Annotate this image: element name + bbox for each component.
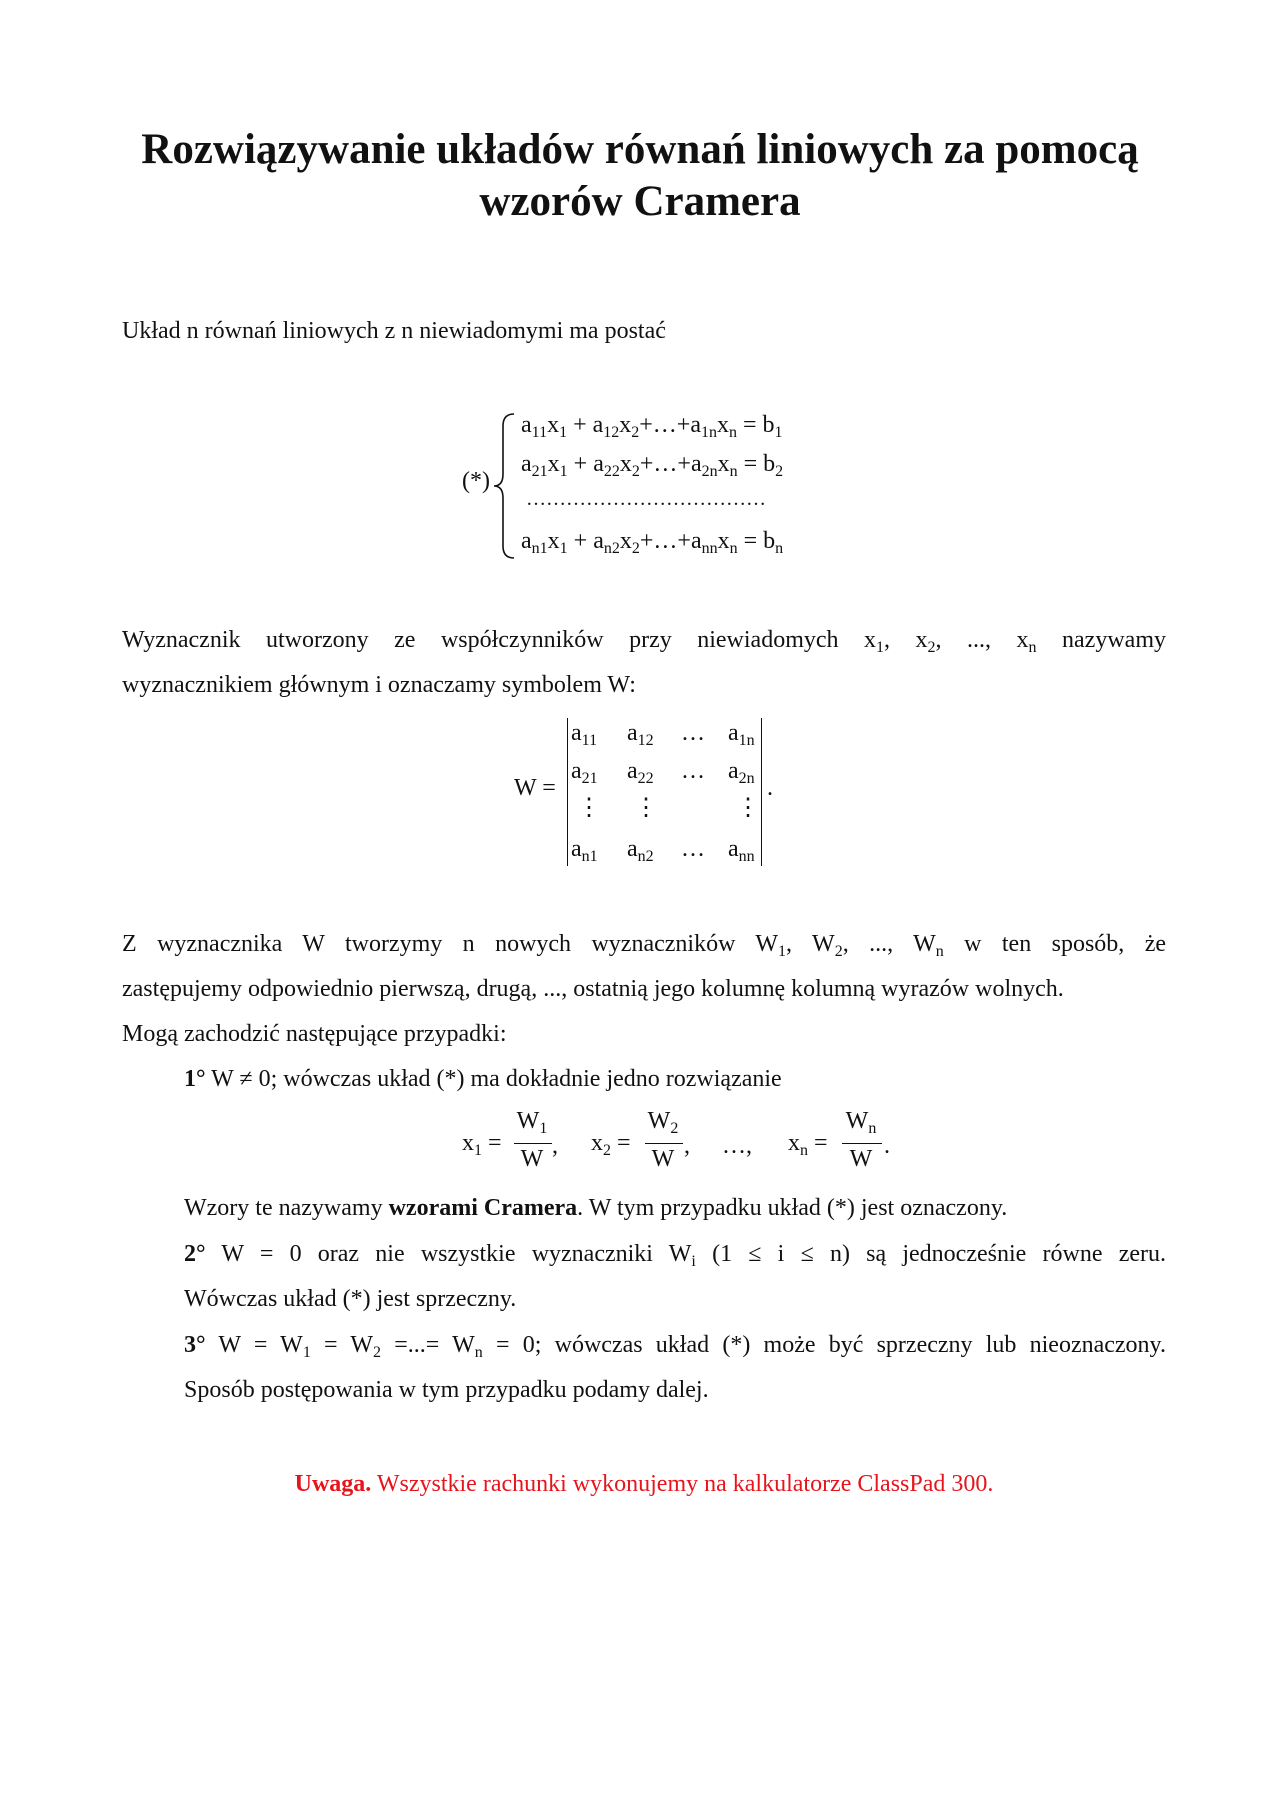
det-cell-n-1: $a_{n1}$: [571, 836, 598, 865]
frac-1-num: $W_1$: [516, 1108, 548, 1137]
formula-xn: $x_n$ =: [788, 1130, 828, 1159]
determinant-right-bar: [761, 718, 762, 866]
formula-dots: …,: [722, 1133, 752, 1159]
det-cell-1-1: $a_{11}$: [571, 720, 598, 749]
case-1-line: 1° W ≠ 0; wówczas układ (*) ma dokładnie jedno rozwiązanie: [184, 1066, 782, 1092]
title-line-2: wzorów Cramera: [479, 178, 801, 225]
determinant-period: .: [767, 775, 773, 801]
determinant-left-bar: [567, 718, 568, 866]
det-vdots-2: ⋮: [634, 795, 658, 821]
equation-row-1: $a_{11}x_1$ + $a_{12}x_2+\dots+a_{1n}x_n = b_1$: [521, 412, 783, 441]
equation-row-2: $a_{21}x_1$ + $a_{22}x_2+\dots+a_{2n}x_n = b_2$: [521, 451, 784, 480]
system-label: (*): [462, 468, 490, 494]
det-vdots-1: ⋮: [577, 795, 601, 821]
case-2-line-2: Wówczas układ (*) jest sprzeczny.: [184, 1286, 517, 1312]
det-cell-2-dots: …: [681, 758, 705, 784]
case-3-line-1: 3° $W = W_1 = W_2$ =...= $W_n = 0$; wówczas układ (*) może być sprzeczny lub nieoznaczony.: [184, 1332, 1167, 1361]
case-3-marker: 3°: [184, 1332, 206, 1358]
frac-2-line: [645, 1143, 683, 1144]
formula-period: .: [884, 1133, 890, 1159]
frac-n-num: $W_n$: [845, 1108, 877, 1137]
frac-n-den: W: [849, 1146, 873, 1172]
case-2-marker: 2°: [184, 1241, 206, 1267]
case-2-line-1: 2° W = 0 oraz nie wszystkie wyznaczniki $W_i$ (1 ≤ i ≤ n) są jednocześnie równe zeru.: [184, 1241, 1167, 1270]
paragraph-3-line-1: Z wyznacznika W tworzymy n nowych wyznaczników $W_1$, $W_2$, ..., $W_n$ w ten sposób, że: [122, 931, 1167, 960]
note-label: Uwaga.: [294, 1471, 372, 1497]
frac-n-line: [842, 1143, 882, 1144]
formula-comma-1: ,: [552, 1133, 558, 1159]
determinant-intro-line-2: wyznacznikiem głównym i oznaczamy symbolem W:: [122, 672, 636, 698]
frac-1-line: [514, 1143, 552, 1144]
frac-2-num: $W_2$: [647, 1108, 679, 1137]
det-cell-2-2: $a_{22}$: [627, 758, 654, 787]
det-cell-1-2: $a_{12}$: [627, 720, 654, 749]
case-1-after: Wzory te nazywamy wzorami Cramera. W tym przypadku układ (*) jest oznaczony.: [184, 1195, 1008, 1221]
title-line-1: Rozwiązywanie układów równań liniowych za pomocą: [141, 126, 1139, 173]
det-cell-n-2: $a_{n2}$: [627, 836, 654, 865]
equation-dots: ………………………………: [526, 488, 766, 510]
paragraph-3-line-3: Mogą zachodzić następujące przypadki:: [122, 1021, 507, 1047]
formula-x1: $x_1$ =: [462, 1130, 502, 1159]
case-3-line-2: Sposób postępowania w tym przypadku podamy dalej.: [184, 1377, 709, 1403]
det-cell-2-1: $a_{21}$: [571, 758, 598, 787]
formula-comma-2: ,: [684, 1133, 690, 1159]
left-brace: [492, 412, 518, 560]
det-cell-n-n: $a_{nn}$: [728, 836, 755, 865]
frac-2-den: W: [651, 1146, 675, 1172]
equation-row-n: $a_{n1}x_1$ + $a_{n2}x_2+\dots+a_{nn}x_n = b_n$: [521, 528, 784, 557]
det-cell-n-dots: …: [681, 836, 705, 862]
note: Uwaga. Wszystkie rachunki wykonujemy na kalkulatorze ClassPad 300.: [294, 1471, 994, 1497]
det-cell-1-n: $a_{1n}$: [728, 720, 755, 749]
intro-paragraph: Układ n równań liniowych z n niewiadomymi ma postać: [122, 318, 666, 344]
cramer-formulas-term: wzorami Cramera: [388, 1195, 578, 1221]
page-title: [0, 124, 1280, 228]
frac-1-den: W: [520, 1146, 544, 1172]
determinant-label: W =: [514, 775, 556, 801]
formula-x2: $x_2$ =: [591, 1130, 631, 1159]
det-cell-2-n: $a_{2n}$: [728, 758, 755, 787]
paragraph-3-line-2: zastępujemy odpowiednio pierwszą, drugą, ..., ostatnią jego kolumnę kolumną wyrazów wolnych.: [122, 976, 1064, 1002]
det-vdots-n: ⋮: [736, 795, 760, 821]
case-1-marker: 1°: [184, 1066, 206, 1092]
det-cell-1-dots: …: [681, 720, 705, 746]
determinant-intro-line-1: Wyznacznik utworzony ze współczynników przy niewiadomych $x_1$, $x_2$, ..., $x_n$ nazywamy: [122, 627, 1166, 656]
